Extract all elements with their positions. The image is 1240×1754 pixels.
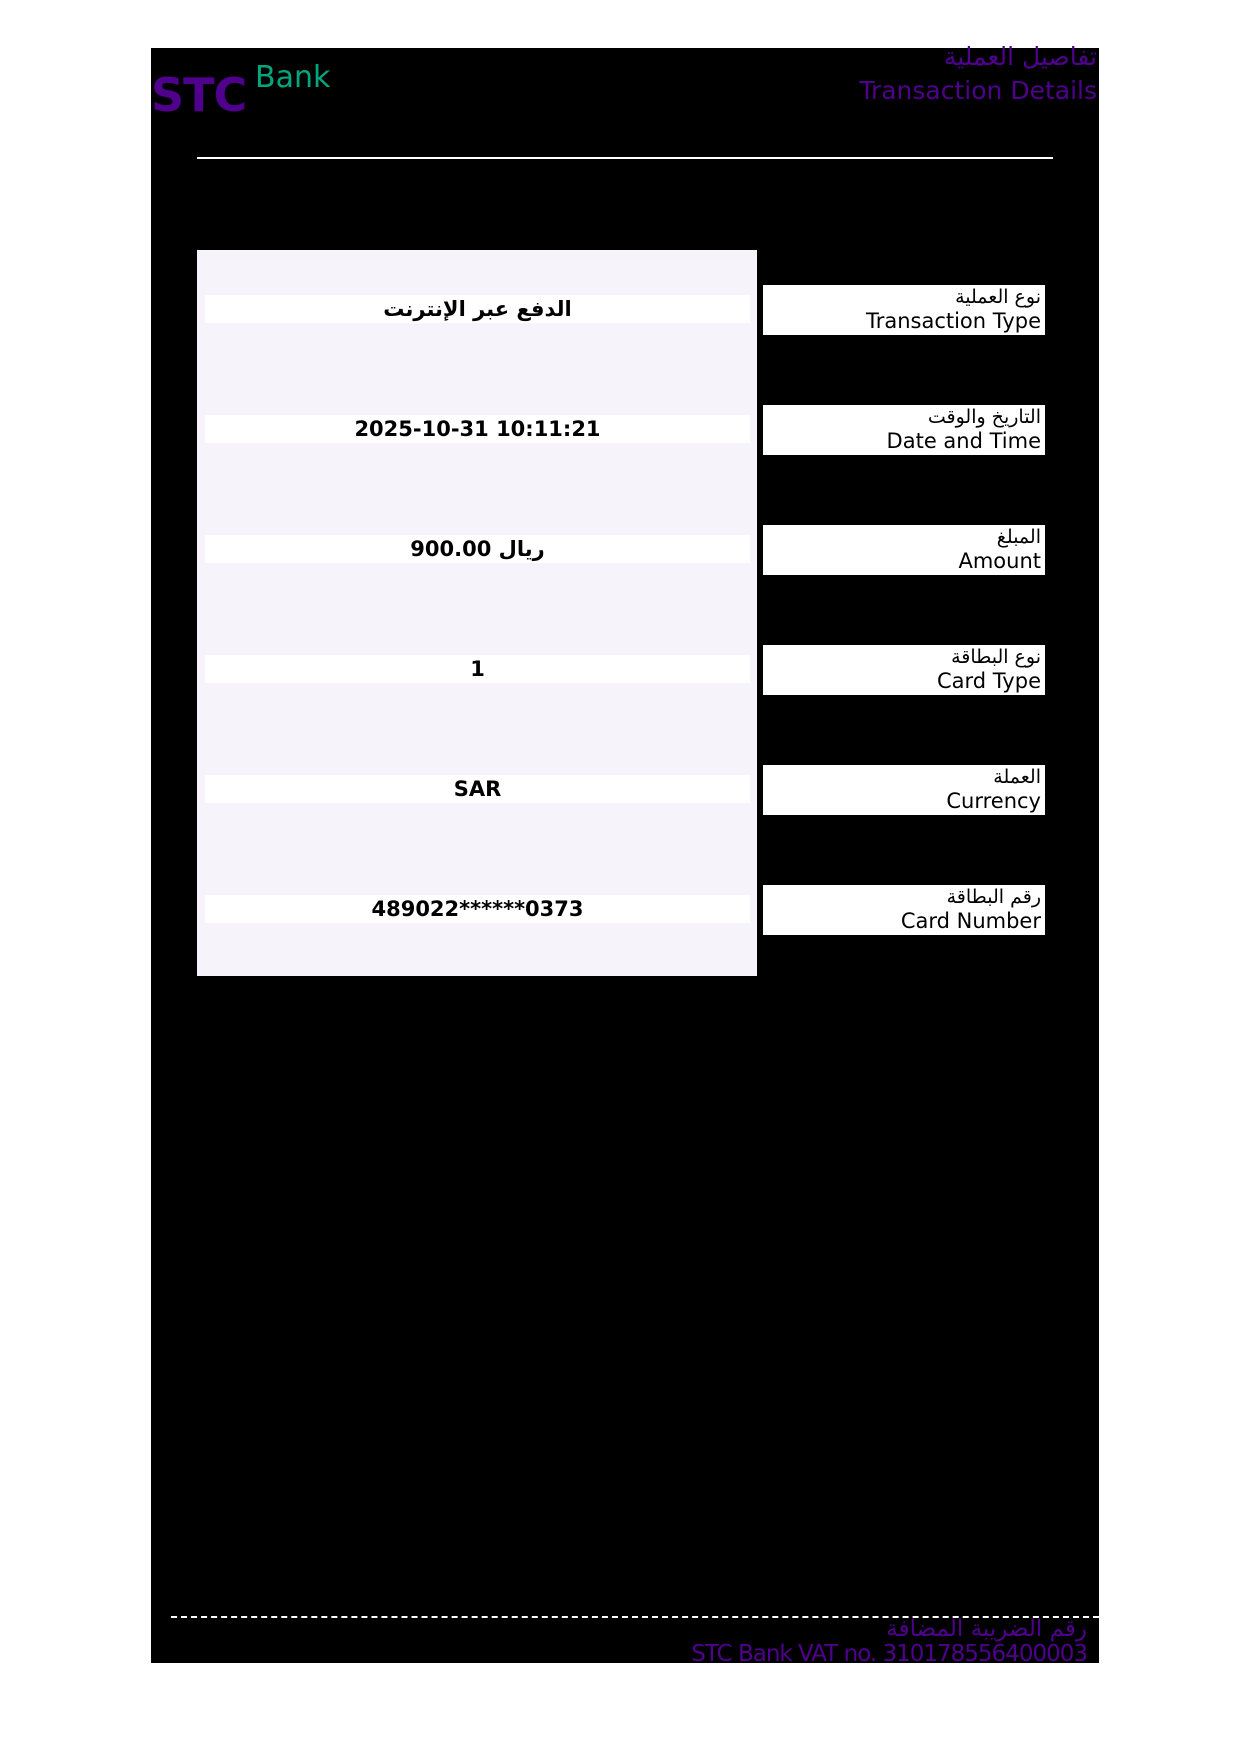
label-english: Currency xyxy=(946,789,1041,813)
label-english: Amount xyxy=(958,549,1041,573)
date-time-value: 2025-10-31 10:11:21 xyxy=(205,415,750,443)
transaction-type-value: الدفع عبر الإنترنت xyxy=(205,295,750,323)
label-arabic: التاريخ والوقت xyxy=(927,406,1041,428)
currency-value: SAR xyxy=(205,775,750,803)
vat-label-arabic: رقم الضريبة المضافة xyxy=(886,1616,1087,1642)
vat-number: STC Bank VAT no. 310178556400003 xyxy=(691,1641,1087,1667)
label-english: Card Type xyxy=(936,669,1041,693)
page-title: Transaction Details xyxy=(859,76,1097,105)
card-number-label xyxy=(763,885,1045,935)
receipt-sheet xyxy=(151,42,1099,1667)
logo-stc-text: STC xyxy=(151,68,247,122)
amount-value: 900.00 ريال xyxy=(205,535,750,563)
transaction-type-label xyxy=(763,285,1045,335)
values-panel xyxy=(197,250,757,976)
amount-label xyxy=(763,525,1045,575)
card-type-label xyxy=(763,645,1045,695)
currency-label xyxy=(763,765,1045,815)
label-english: Transaction Type xyxy=(865,309,1041,333)
label-arabic: العملة xyxy=(993,766,1041,788)
label-arabic: نوع البطاقة xyxy=(951,646,1041,668)
page-title-arabic: تفاصيل العملية xyxy=(943,42,1097,71)
date-time-label xyxy=(763,405,1045,455)
label-arabic: رقم البطاقة xyxy=(946,886,1041,908)
label-arabic: المبلغ xyxy=(996,526,1041,548)
card-type-value: 1 xyxy=(205,655,750,683)
logo-bank-text: Bank xyxy=(255,60,331,95)
label-arabic: نوع العملية xyxy=(955,286,1041,308)
card-number-value: 489022******0373 xyxy=(205,895,750,923)
label-english: Card Number xyxy=(900,909,1041,933)
stc-bank-logo xyxy=(151,56,351,126)
header-divider xyxy=(197,157,1053,159)
label-english: Date and Time xyxy=(886,429,1041,453)
